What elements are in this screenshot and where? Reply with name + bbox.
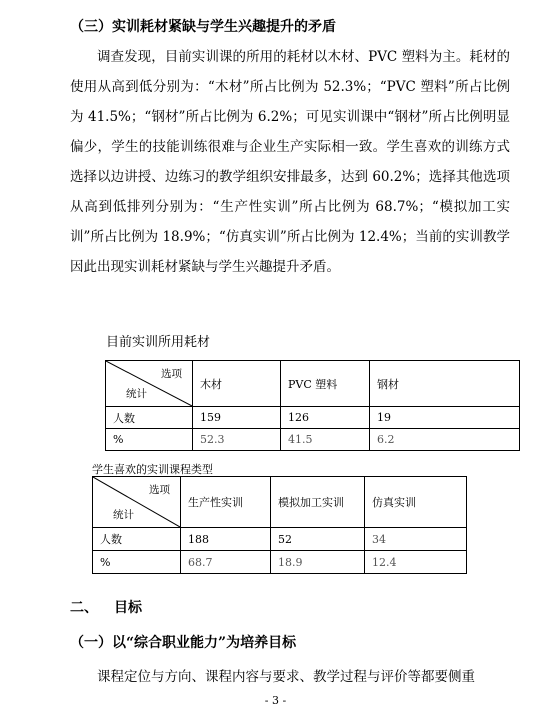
section-heading-goals bbox=[70, 597, 142, 617]
cell: 52.3 bbox=[193, 429, 281, 451]
materials-table bbox=[105, 360, 520, 451]
corner-bottom-label: 统计 bbox=[126, 388, 147, 400]
corner-top-label: 选项 bbox=[149, 484, 170, 496]
cell: 41.5 bbox=[281, 429, 370, 451]
corner-bottom-label: 统计 bbox=[113, 509, 134, 521]
cell: 18.9 bbox=[271, 551, 365, 574]
cell: 68.7 bbox=[181, 551, 271, 574]
section-number: 二、 bbox=[70, 600, 98, 616]
corner-top-label: 选项 bbox=[161, 368, 182, 380]
section-heading-contradiction: （三）实训耗材紧缺与学生兴趣提升的矛盾 bbox=[70, 19, 336, 35]
row-label: 人数 bbox=[93, 528, 181, 551]
cell: 52 bbox=[271, 528, 365, 551]
table1-caption: 目前实训所用耗材 bbox=[106, 335, 211, 350]
table1-col-header: 钢材 bbox=[370, 361, 520, 407]
table1-col-header: 木材 bbox=[193, 361, 281, 407]
table1-col-header: PVC 塑料 bbox=[281, 361, 370, 407]
table2-col-header: 生产性实训 bbox=[181, 477, 271, 528]
page-number: - 3 - bbox=[264, 694, 287, 707]
table-row bbox=[106, 429, 520, 451]
row-label: 人数 bbox=[106, 407, 193, 429]
cell: 126 bbox=[281, 407, 370, 429]
cell: 6.2 bbox=[370, 429, 520, 451]
row-label: % bbox=[106, 429, 193, 451]
cell: 34 bbox=[365, 528, 467, 551]
table2-col-header: 模拟加工实训 bbox=[271, 477, 365, 528]
paragraph-text: 课程定位与方向、课程内容与要求、教学过程与评价等都要侧重 bbox=[97, 669, 475, 685]
table2-caption: 学生喜欢的实训课程类型 bbox=[92, 463, 213, 476]
cell: 159 bbox=[193, 407, 281, 429]
section-heading-ability: （一）以“综合职业能力”为培养目标 bbox=[70, 635, 297, 651]
table-row bbox=[93, 528, 467, 551]
row-label: % bbox=[93, 551, 181, 574]
table2-corner-cell bbox=[93, 477, 181, 528]
cell: 19 bbox=[370, 407, 520, 429]
ability-paragraph bbox=[70, 662, 510, 692]
section-title: 目标 bbox=[114, 600, 142, 616]
contradiction-paragraph bbox=[70, 42, 510, 282]
cell: 188 bbox=[181, 528, 271, 551]
course-type-table bbox=[92, 476, 467, 574]
cell: 12.4 bbox=[365, 551, 467, 574]
table-row bbox=[93, 551, 467, 574]
table-row bbox=[106, 407, 520, 429]
paragraph-text: 调查发现，目前实训课的所用的耗材以木材、PVC 塑料为主。耗材的使用从高到低分别为：“木材”所占比例为 52.3%；“PVC 塑料”所占比例为 41.5%；“钢材”所占比例为 6.2%；可见实训课中“钢材”所占比例明显偏少，学生的技能训练很难与企业生产实际相一致。学生喜欢的训练方式选择以边讲授、边练习的教学组织安排最多，达到 60.2%；选择其他选项从高到低排列分别为：“生产性实训”所占比例为 68.7%；“模拟加工实训”所占比例为 18.9%；“仿真实训”所占比例为 12.4%；当前的实训教学因此出现实训耗材紧缺与学生兴趣提升矛盾。 bbox=[70, 49, 510, 275]
table2-col-header: 仿真实训 bbox=[365, 477, 467, 528]
table1-corner-cell bbox=[106, 361, 193, 407]
